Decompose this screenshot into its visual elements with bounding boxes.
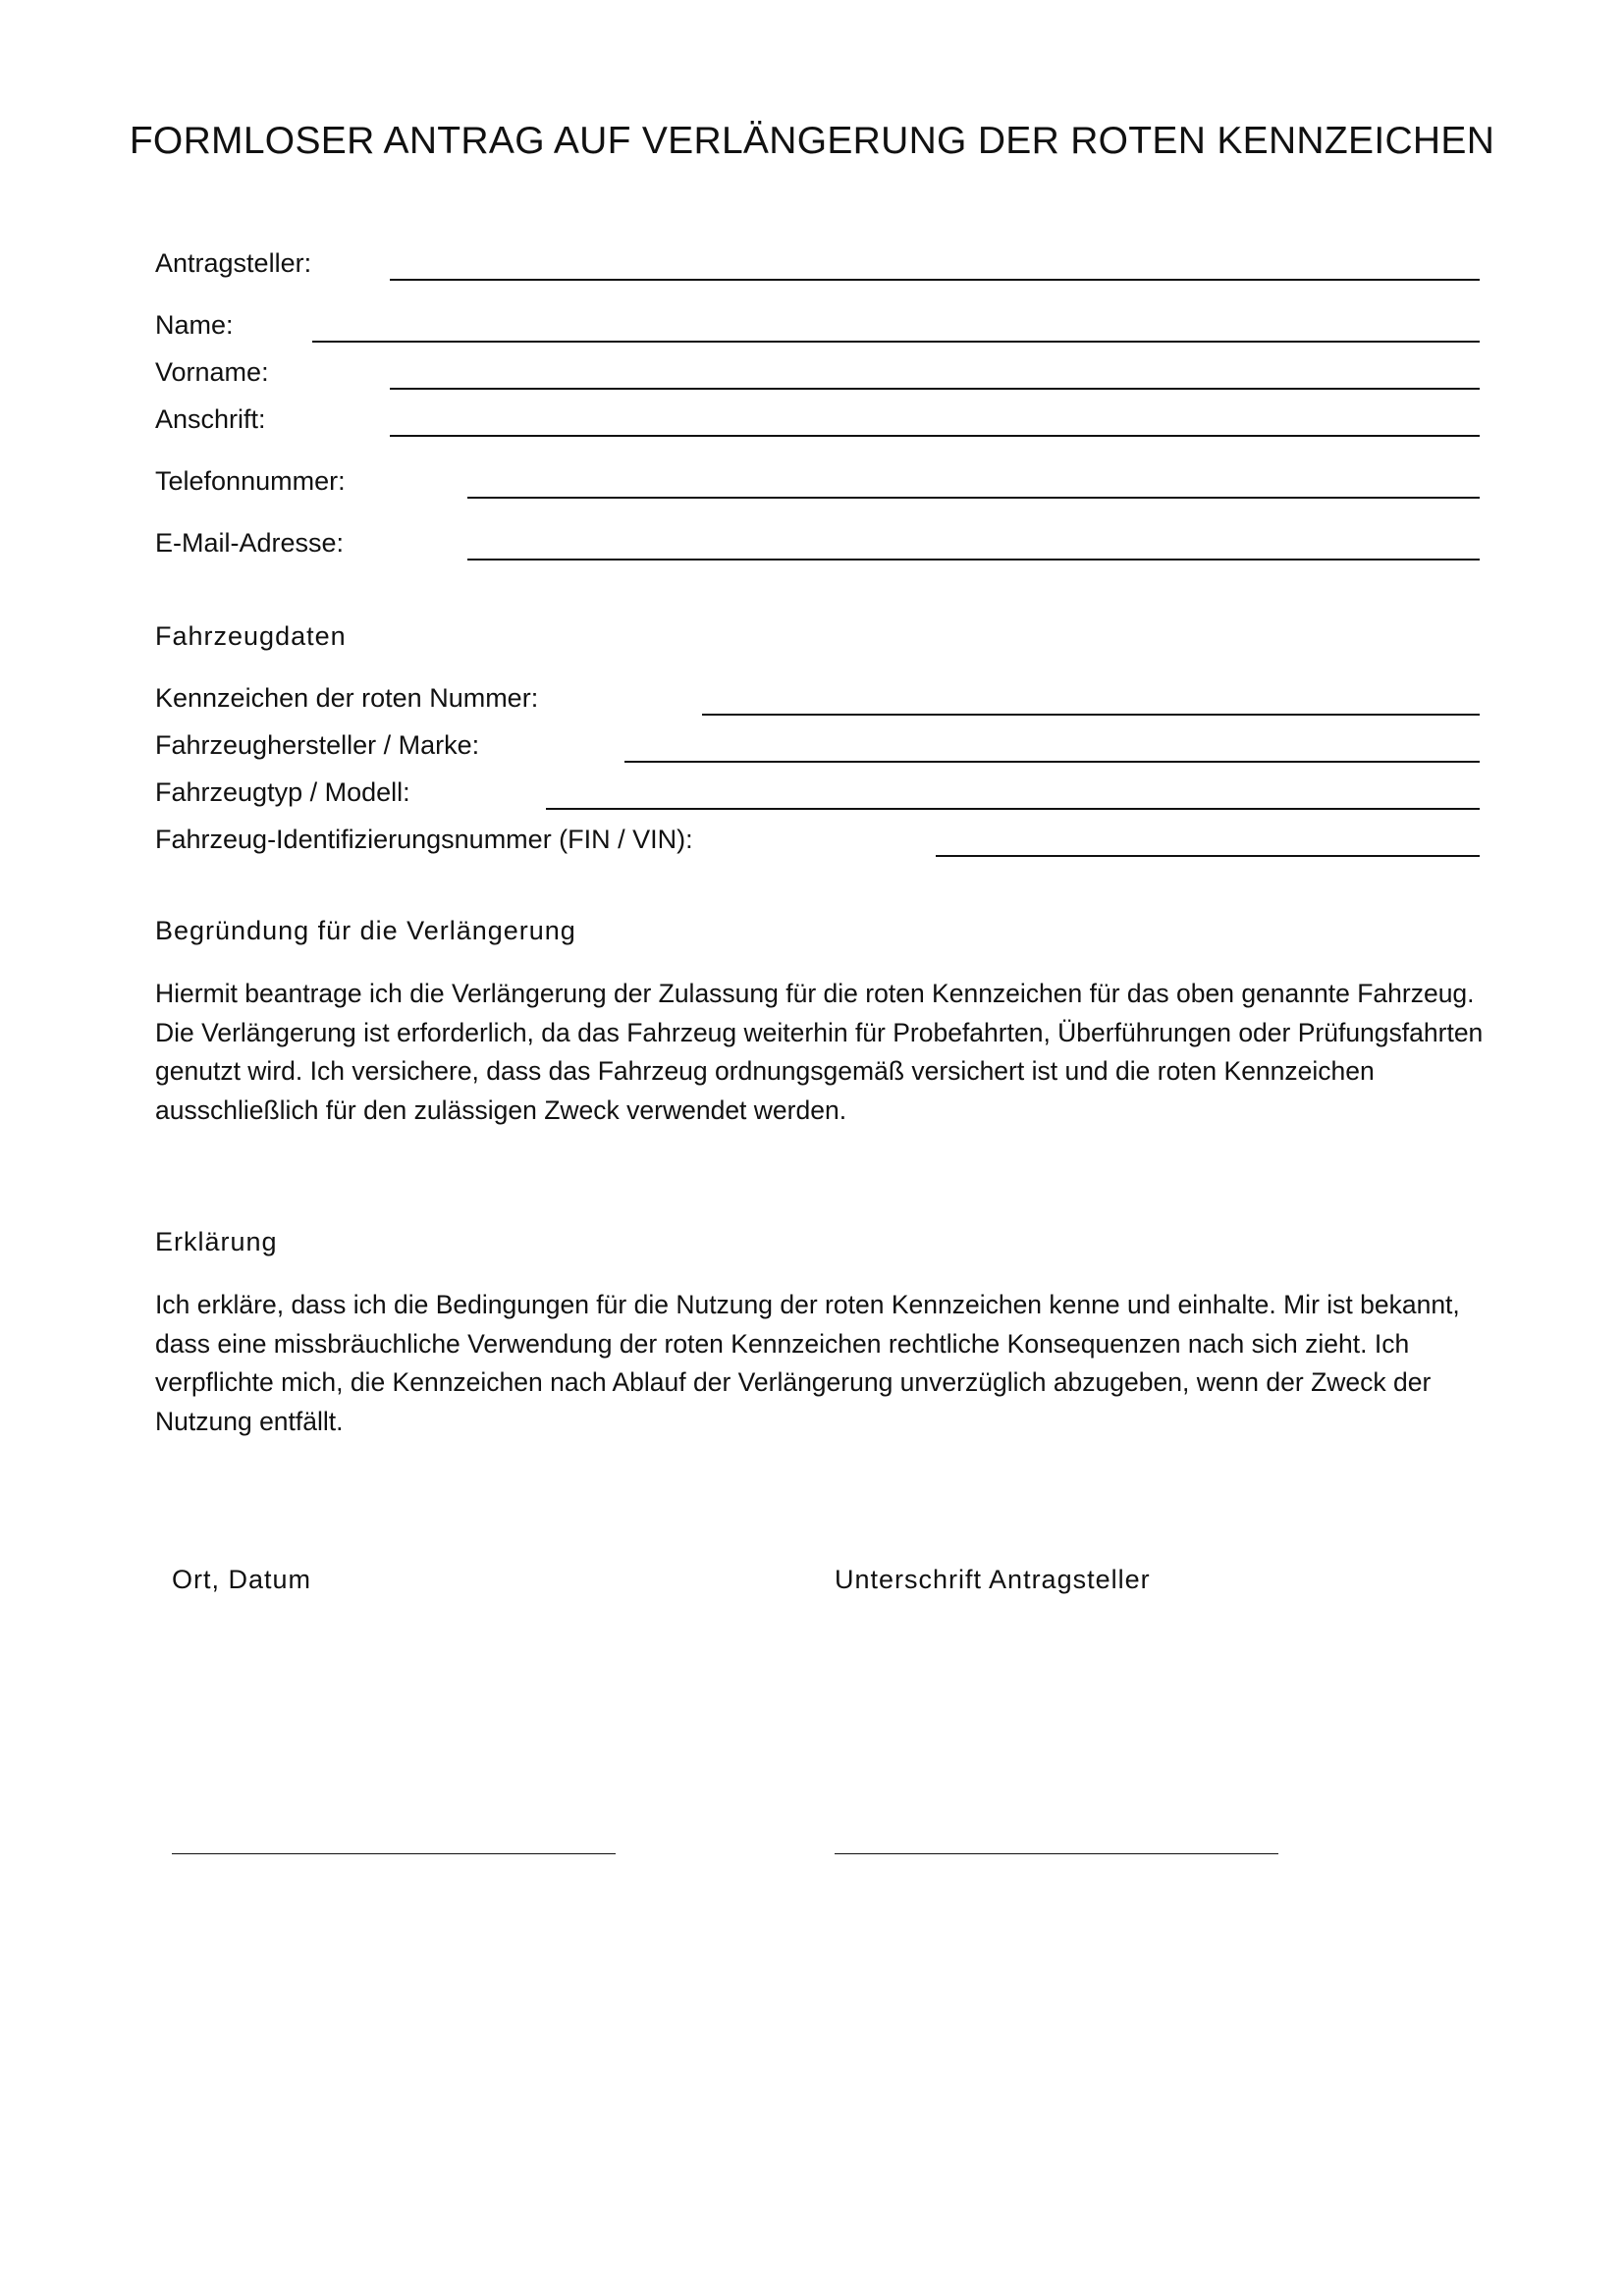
vin-label: Fahrzeug-Identifizierungsnummer (FIN / VIN): [155,825,693,854]
phone-label: Telefonnummer: [155,466,346,496]
declaration-heading: Erklärung [155,1227,278,1256]
signature-line[interactable] [835,1853,1278,1854]
firstname-label: Vorname: [155,357,269,387]
vehicle-heading: Fahrzeugdaten [155,621,347,651]
signature-label: Unterschrift Antragsteller [835,1565,1151,1594]
place-date-line[interactable] [172,1853,616,1854]
plate-field[interactable] [702,714,1480,716]
email-field[interactable] [467,559,1480,561]
name-label: Name: [155,310,234,340]
vin-field[interactable] [936,855,1480,857]
reason-text: Hiermit beantrage ich die Verlängerung der Zulassung für die roten Kennzeichen für das oben genannte Fahrzeug. Die Verlängerung ist erforderlich, da das Fahrzeug weiterhin für Probefahrten, Überführungen oder Prüfungsfahrten genutzt wird. Ich versichere, dass das Fahrzeug ordnungsgemäß versichert ist und die roten Kennzeichen ausschließlich für den zulässigen Zweck verwendet werden. [155,979,1484,1125]
name-field[interactable] [312,341,1480,343]
place-date-label: Ort, Datum [172,1565,312,1594]
manufacturer-label: Fahrzeughersteller / Marke: [155,730,480,760]
address-field[interactable] [390,435,1480,437]
applicant-field[interactable] [390,279,1480,281]
declaration-text: Ich erkläre, dass ich die Bedingungen für die Nutzung der roten Kennzeichen kenne und einhalte. Mir ist bekannt, dass eine missbräuchliche Verwendung der roten Kennzeichen rechtliche Konsequenzen nach sich zieht. Ich verpflichte mich, die Kennzeichen nach Ablauf der Verlängerung unverzüglich abzugeben, wenn der Zweck der Nutzung entfällt. [155,1290,1460,1436]
phone-field[interactable] [467,497,1480,499]
email-label: E-Mail-Adresse: [155,528,345,558]
manufacturer-field[interactable] [624,761,1480,763]
applicant-label: Antragsteller: [155,248,312,278]
document-title: FORMLOSER ANTRAG AUF VERLÄNGERUNG DER ROTEN KENNZEICHEN [129,120,1495,162]
firstname-field[interactable] [390,388,1480,390]
model-field[interactable] [546,808,1480,810]
plate-label: Kennzeichen der roten Nummer: [155,683,539,713]
reason-heading: Begründung für die Verlängerung [155,916,576,945]
model-label: Fahrzeugtyp / Modell: [155,777,410,807]
address-label: Anschrift: [155,404,266,434]
